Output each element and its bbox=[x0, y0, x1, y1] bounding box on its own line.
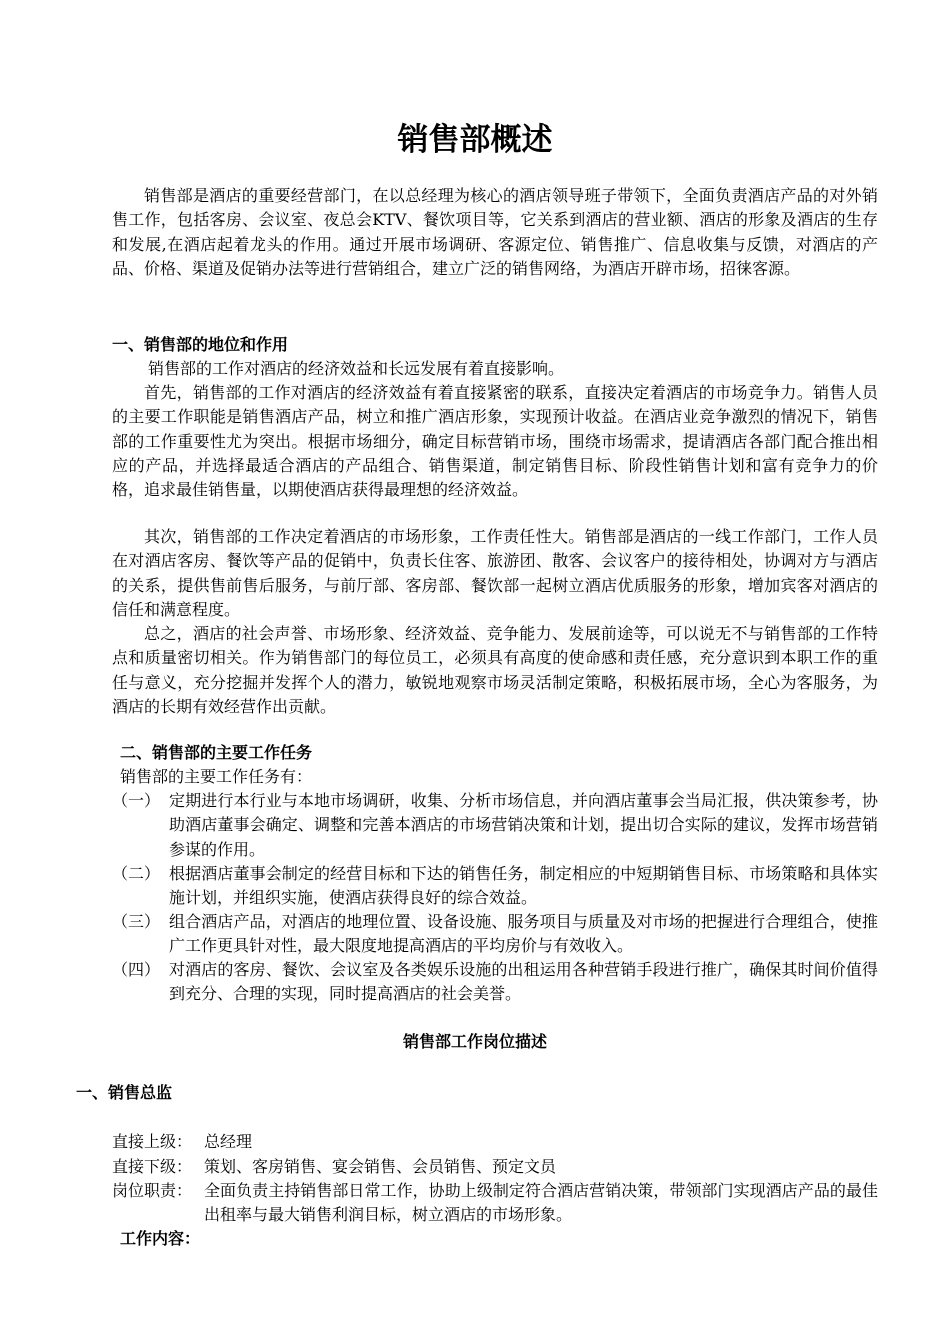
subordinate-row bbox=[112, 1155, 878, 1179]
section-1-paragraph-1: 首先，销售部的工作对酒店的经济效益有着直接紧密的联系，直接决定着酒店的市场竞争力。销售人员的主要工作职能是销售酒店产品，树立和推广酒店形象，实现预计收益。在酒店业竞争激烈的情况下，销售部的工作重要性尤为突出。根据市场细分，确定目标营销市场，围绕市场需求，提请酒店各部门配合推出相应的产品，并选择最适合酒店的产品组合、销售渠道，制定销售目标、阶段性销售计划和富有竞争力的价格，追求最佳销售量，以期使酒店获得最理想的经济效益。 bbox=[112, 383, 878, 500]
task-item-number: （四） bbox=[112, 960, 161, 979]
section-2-lead: 销售部的主要工作任务有： bbox=[120, 767, 313, 786]
task-item bbox=[112, 789, 878, 862]
job-description-title: 销售部工作岗位描述 bbox=[402, 1032, 547, 1051]
task-item-number: （三） bbox=[112, 912, 161, 931]
superior-row bbox=[112, 1130, 878, 1154]
job-heading: 一、销售总监 bbox=[76, 1083, 173, 1102]
task-item-text: 组合酒店产品，对酒店的地理位置、设备设施、服务项目与质量及对市场的把握进行合理组合，使推广工作更具针对性，最大限度地提高酒店的平均房价与有效收入。 bbox=[169, 912, 878, 956]
task-item-text: 对酒店的客房、餐饮、会议室及各类娱乐设施的出租运用各种营销手段进行推广，确保其时间价值得到充分、合理的实现，同时提高酒店的社会美誉。 bbox=[169, 960, 878, 1004]
task-item bbox=[112, 910, 878, 959]
page-title: 销售部概述 bbox=[397, 122, 553, 158]
section-2-heading: 二、销售部的主要工作任务 bbox=[120, 743, 313, 762]
task-item-number: （一） bbox=[112, 791, 161, 810]
section-1-paragraph-2: 其次，销售部的工作决定着酒店的市场形象，工作责任性大。销售部是酒店的一线工作部门，工作人员在对酒店客房、餐饮等产品的促销中，负责长住客、旅游团、散客、会议客户的接待相处，协调对方与酒店的关系，提供售前售后服务，与前厅部、客房部、餐饮部一起树立酒店优质服务的形象，增加宾客对酒店的信任和满意程度。 bbox=[112, 527, 878, 619]
task-item-text: 根据酒店董事会制定的经营目标和下达的销售任务，制定相应的中短期销售目标、市场策略和具体实施计划，并组织实施，使酒店获得良好的综合效益。 bbox=[169, 864, 878, 908]
superior-label: 直接上级： bbox=[112, 1132, 193, 1151]
section-1-heading: 一、销售部的地位和作用 bbox=[112, 335, 289, 354]
superior-value: 总经理 bbox=[204, 1132, 253, 1151]
duty-value: 全面负责主持销售部日常工作，协助上级制定符合酒店营销决策，带领部门实现酒店产品的最佳出租率与最大销售利润目标，树立酒店的市场形象。 bbox=[204, 1181, 878, 1225]
task-item-text: 定期进行本行业与本地市场调研，收集、分析市场信息，并向酒店董事会当局汇报，供决策参考，协助酒店董事会确定、调整和完善本酒店的市场营销决策和计划，提出切合实际的建议，发挥市场营销参谋的作用。 bbox=[169, 791, 878, 859]
work-content-label: 工作内容： bbox=[120, 1229, 201, 1248]
duty-label: 岗位职责： bbox=[112, 1181, 193, 1200]
subordinate-value: 策划、客房销售、宴会销售、会员销售、预定文员 bbox=[204, 1157, 557, 1176]
subordinate-label: 直接下级： bbox=[112, 1157, 193, 1176]
task-item bbox=[112, 862, 878, 911]
task-item-number: （二） bbox=[112, 864, 161, 883]
intro-paragraph: 销售部是酒店的重要经营部门，在以总经理为核心的酒店领导班子带领下，全面负责酒店产品的对外销售工作，包括客房、会议室、夜总会KTV、餐饮项目等，它关系到酒店的营业额、酒店的形象及酒店的生存和发展,在酒店起着龙头的作用。通过开展市场调研、客源定位、销售推广、信息收集与反馈，对酒店的产品、价格、渠道及促销办法等进行营销组合，建立广泛的销售网络，为酒店开辟市场，招徕客源。 bbox=[112, 186, 878, 278]
duty-row bbox=[112, 1179, 878, 1228]
task-item bbox=[112, 958, 878, 1007]
section-1-lead: 销售部的工作对酒店的经济效益和长远发展有着直接影响。 bbox=[148, 359, 565, 378]
section-1-paragraph-3: 总之，酒店的社会声誉、市场形象、经济效益、竞争能力、发展前途等，可以说无不与销售部的工作特点和质量密切相关。作为销售部门的每位员工，必须具有高度的使命感和责任感，充分意识到本职工作的重任与意义，充分挖掘并发挥个人的潜力，敏锐地观察市场灵活制定策略，积极拓展市场，全心为客服务，为酒店的长期有效经营作出贡献。 bbox=[112, 624, 878, 716]
